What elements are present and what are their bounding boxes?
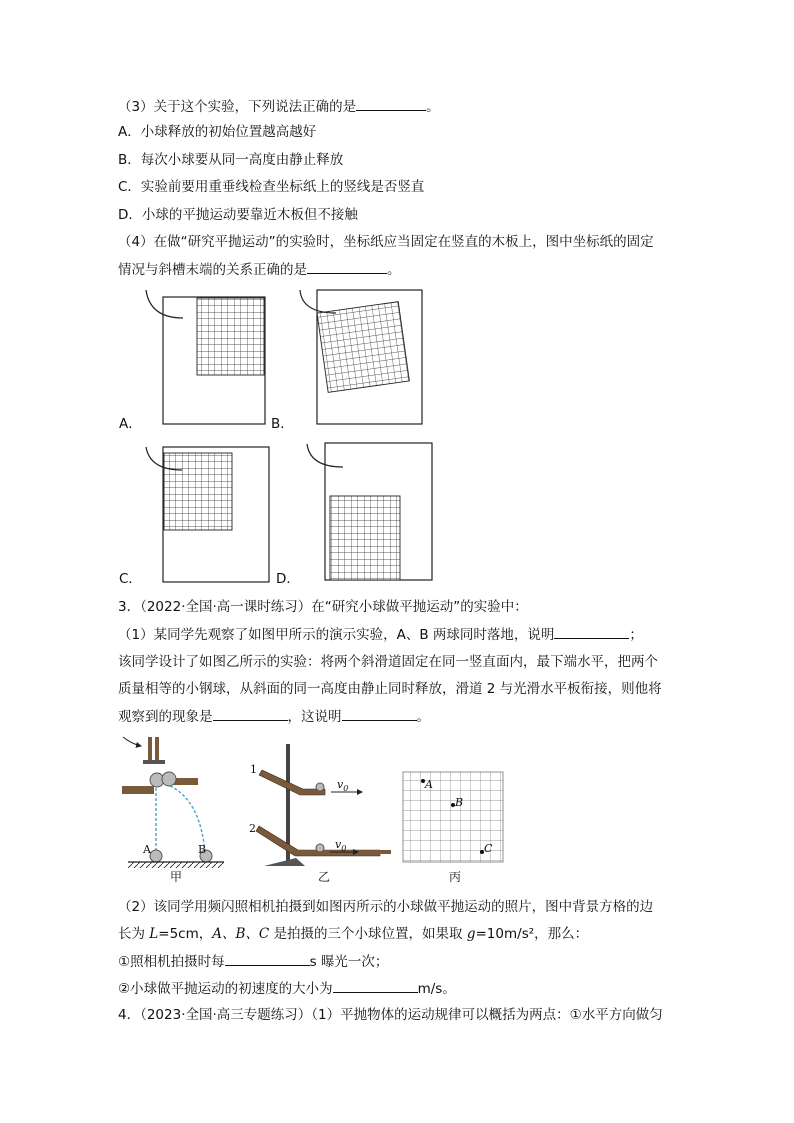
q3-prompt-text: （3）关于这个实验，下列说法正确的是 [118, 99, 357, 115]
yi-label-2: 2 [249, 822, 256, 835]
p3-part1-line2: 该同学设计了如图乙所示的实验：将两个斜滑道固定在同一竖直面内，最下端水平，把两个 [118, 654, 658, 670]
jia-label-a: A [143, 843, 151, 856]
q4-line2: 情况与斜槽末端的关系正确的是 。 [118, 259, 401, 280]
caption-jia: 甲 [170, 870, 183, 884]
yi-v0-top: $v_0$ [337, 778, 349, 794]
q3-option-d: D．小球的平抛运动要靠近木板但不接触 [118, 207, 358, 223]
yi-v0-bottom: $v_0$ [335, 838, 347, 854]
q4-label-c: C． [119, 571, 142, 587]
p3-sub2-blank[interactable] [333, 978, 418, 993]
figure-jia [122, 737, 224, 868]
caption-yi: 乙 [318, 870, 331, 884]
p3-part2-line2: 长为 L=5cm，A、B、C 是拍摄的三个小球位置，如果取 g=10m/s²，那么： [118, 926, 589, 942]
q3-option-c: C．实验前要用重垂线检查坐标纸上的竖线是否竖直 [118, 179, 425, 195]
figure-yi [256, 744, 391, 866]
q4-label-b: B． [271, 416, 294, 432]
p3-header: 3．（2022·全国·高一课时练习）在“研究小球做平抛运动”的实验中： [118, 599, 528, 615]
bing-label-a: A [425, 778, 433, 791]
p3-sub2: ②小球做平抛运动的初速度的大小为 m/s。 [118, 978, 456, 999]
bing-label-c: C [484, 842, 493, 855]
p3-part1-line4: 观察到的现象是 ，这说明 。 [118, 706, 430, 727]
q3-prompt: （3）关于这个实验，下列说法正确的是 。 [118, 96, 440, 117]
q3-option-a: A．小球释放的初始位置越高越好 [118, 124, 317, 140]
q4-label-a: A． [119, 416, 142, 432]
caption-bing: 丙 [449, 870, 462, 884]
p3-sub1: ①照相机拍摄时每 s 曝光一次； [118, 951, 388, 972]
q3-option-b: B．每次小球要从同一高度由静止释放 [118, 152, 344, 168]
q4-label-d: D． [276, 571, 300, 587]
jia-label-b: B [198, 843, 207, 856]
p3-part1-line1: （1）某同学先观察了如图甲所示的演示实验，A、B 两球同时落地，说明 ； [118, 624, 643, 645]
q4-line1: （4）在做“研究平抛运动”的实验时，坐标纸应当固定在竖直的木板上，图中坐标纸的固定 [118, 234, 654, 250]
bing-label-b: B [455, 796, 464, 809]
p3-part2-line1: （2）该同学用频闪照相机拍摄到如图丙所示的小球做平抛运动的照片，图中背景方格的边 [118, 899, 654, 915]
yi-label-1: 1 [250, 763, 257, 776]
p4-line1: 4．（2023·全国·高三专题练习）（1）平抛物体的运动规律可以概括为两点：①水平方向做匀 [118, 1007, 663, 1023]
p3-sub1-blank[interactable] [225, 951, 310, 966]
p3-part1-line3: 质量相等的小钢球，从斜面的同一高度由静止同时释放，滑道 2 与光滑水平板衔接，则他将 [118, 681, 662, 697]
